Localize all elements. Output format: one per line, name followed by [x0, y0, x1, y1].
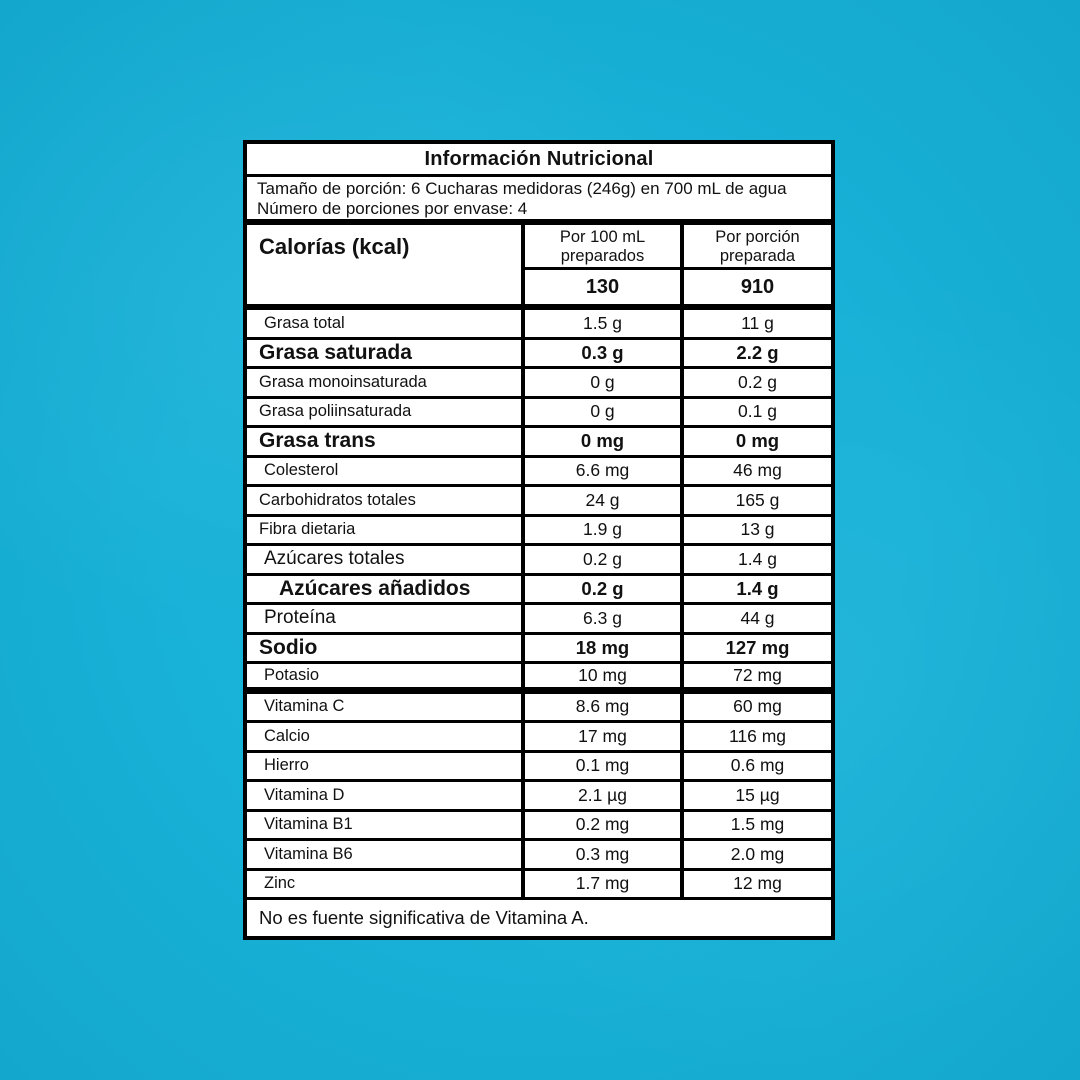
- calories-heading: Calorías (kcal): [259, 234, 410, 259]
- nutrient-row: [247, 782, 831, 812]
- nutrient-per-portion: 2.0 mg: [680, 841, 831, 868]
- nutrient-per-100ml: 24 g: [521, 487, 680, 514]
- nutrient-per-100ml: 1.5 g: [521, 310, 680, 337]
- nutrient-per-portion: 1.4 g: [680, 576, 831, 603]
- nutrient-name: Azúcares totales: [264, 548, 405, 570]
- serving-info: [247, 177, 831, 225]
- nutrient-per-portion: 0 mg: [680, 428, 831, 455]
- nutrient-per-100ml: 6.3 g: [521, 605, 680, 632]
- nutrition-label: [243, 140, 835, 940]
- nutrient-name: Sodio: [259, 635, 318, 659]
- nutrient-row: [247, 871, 831, 901]
- nutrient-name: Grasa trans: [259, 429, 376, 453]
- nutrient-per-100ml: 0.3 mg: [521, 841, 680, 868]
- nutrient-per-100ml: 0.1 mg: [521, 753, 680, 780]
- nutrient-per-100ml: 1.7 mg: [521, 871, 680, 898]
- nutrient-per-100ml: 1.9 g: [521, 517, 680, 544]
- serving-size-line: Tamaño de porción: 6 Cucharas medidoras (246g) en 700 mL de agua: [257, 179, 787, 198]
- nutrient-row: [247, 576, 831, 606]
- nutrient-per-portion: 11 g: [680, 310, 831, 337]
- nutrient-per-100ml: 0 mg: [521, 428, 680, 455]
- nutrient-per-100ml: 0.2 g: [521, 546, 680, 573]
- nutrient-row: [247, 664, 831, 694]
- nutrient-name: Zinc: [264, 874, 296, 893]
- nutrient-per-portion: 44 g: [680, 605, 831, 632]
- nutrient-per-portion: 165 g: [680, 487, 831, 514]
- nutrient-row: [247, 340, 831, 370]
- nutrient-name: Hierro: [264, 756, 309, 775]
- nutrient-per-100ml: 0.2 g: [521, 576, 680, 603]
- nutrient-row: [247, 399, 831, 429]
- nutrient-row: [247, 517, 831, 547]
- nutrient-name: Colesterol: [264, 461, 339, 480]
- nutrient-per-portion: 127 mg: [680, 635, 831, 662]
- nutrient-per-portion: 13 g: [680, 517, 831, 544]
- nutrient-per-portion: 1.4 g: [680, 546, 831, 573]
- nutrient-row: [247, 841, 831, 871]
- nutrient-row: [247, 458, 831, 488]
- nutrient-per-portion: 0.1 g: [680, 399, 831, 426]
- nutrient-row: [247, 723, 831, 753]
- column-header-per-100ml-line1: Por 100 mL: [559, 228, 646, 246]
- nutrient-name: Proteína: [264, 607, 336, 629]
- nutrient-row: [247, 428, 831, 458]
- nutrient-per-portion: 72 mg: [680, 664, 831, 687]
- nutrient-per-100ml: 18 mg: [521, 635, 680, 662]
- nutrient-row: [247, 812, 831, 842]
- nutrient-per-100ml: 17 mg: [521, 723, 680, 750]
- nutrient-row: [247, 605, 831, 635]
- nutrient-name: Grasa monoinsaturada: [259, 372, 427, 391]
- nutrient-per-portion: 46 mg: [680, 458, 831, 485]
- calories-per-portion-value: 910: [680, 270, 831, 304]
- nutrient-name: Vitamina B1: [264, 815, 353, 834]
- nutrient-per-portion: 0.2 g: [680, 369, 831, 396]
- nutrient-per-100ml: 2.1 µg: [521, 782, 680, 809]
- nutrient-name: Potasio: [264, 665, 320, 684]
- nutrient-name: Vitamina D: [264, 785, 345, 804]
- nutrient-row: [247, 753, 831, 783]
- nutrient-row: [247, 546, 831, 576]
- calories-per-100ml-value: 130: [521, 270, 680, 304]
- nutrient-name: Vitamina B6: [264, 844, 353, 863]
- column-header-per-portion: [680, 225, 831, 270]
- servings-per-container-line: Número de porciones por envase: 4: [257, 199, 528, 218]
- nutrient-per-100ml: 8.6 mg: [521, 694, 680, 721]
- nutrient-per-100ml: 10 mg: [521, 664, 680, 687]
- nutrient-row: [247, 310, 831, 340]
- nutrient-per-portion: 60 mg: [680, 694, 831, 721]
- calories-section: [247, 225, 831, 310]
- nutrient-row: [247, 694, 831, 724]
- nutrient-per-100ml: 6.6 mg: [521, 458, 680, 485]
- nutrient-name: Grasa poliinsaturada: [259, 402, 412, 421]
- nutrient-per-portion: 12 mg: [680, 871, 831, 898]
- nutrient-name: Calcio: [264, 726, 310, 745]
- column-header-per-portion-line1: Por porción: [715, 228, 800, 246]
- nutrient-per-100ml: 0 g: [521, 399, 680, 426]
- column-header-per-100ml-line2: preparados: [560, 247, 645, 265]
- nutrient-name: Fibra dietaria: [259, 520, 356, 539]
- nutrient-name: Vitamina C: [264, 697, 345, 716]
- nutrient-name: Carbohidratos totales: [259, 490, 416, 509]
- column-header-per-portion-line2: preparada: [719, 247, 796, 265]
- nutrient-per-100ml: 0 g: [521, 369, 680, 396]
- nutrient-per-portion: 0.6 mg: [680, 753, 831, 780]
- nutrient-per-portion: 2.2 g: [680, 340, 831, 367]
- nutrient-per-portion: 1.5 mg: [680, 812, 831, 839]
- nutrient-rows: [247, 310, 831, 900]
- nutrient-name: Azúcares añadidos: [279, 576, 471, 600]
- nutrient-row: [247, 635, 831, 665]
- column-header-per-100ml: [521, 225, 680, 270]
- nutrient-per-portion: 116 mg: [680, 723, 831, 750]
- nutrient-row: [247, 487, 831, 517]
- nutrient-name: Grasa total: [264, 313, 345, 332]
- nutrient-per-100ml: 0.2 mg: [521, 812, 680, 839]
- nutrient-per-100ml: 0.3 g: [521, 340, 680, 367]
- nutrient-row: [247, 369, 831, 399]
- nutrient-name: Grasa saturada: [259, 340, 412, 364]
- nutrient-per-portion: 15 µg: [680, 782, 831, 809]
- footnote: No es fuente significativa de Vitamina A.: [259, 907, 589, 928]
- label-title: Información Nutricional: [247, 144, 831, 177]
